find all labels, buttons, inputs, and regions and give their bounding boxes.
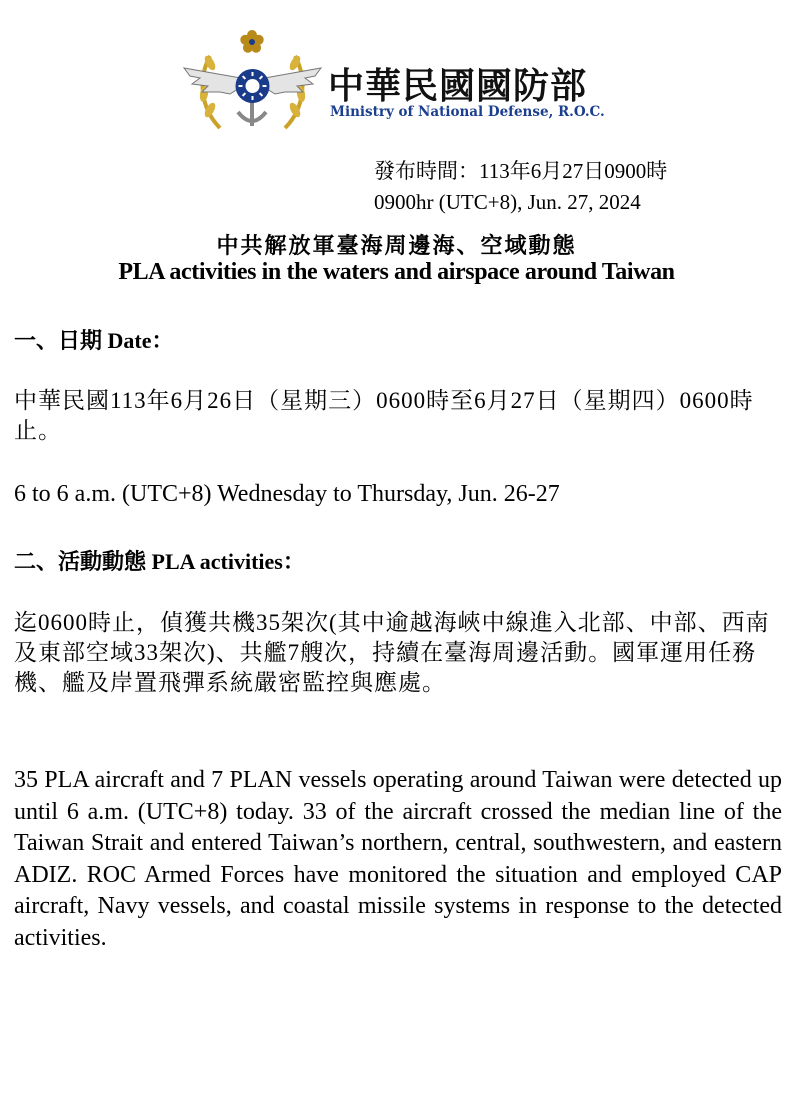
release-time-en: 0900hr (UTC+8), Jun. 27, 2024 (374, 190, 641, 214)
org-name-zh: 中華民國國防部 (328, 66, 588, 107)
activities-paragraph-en: 35 PLA aircraft and 7 PLAN vessels operating around Taiwan were detected up until 6 a.m. (UTC+8) today. 33 of the aircraft crossed the median line of the Taiwan Strait and entered Taiwan’s northern, central, southwestern, and eastern ADIZ. ROC Armed Forces have monitored the situation and employed CAP aircraft, Navy vessels, and coastal missile systems in response to the detected activities. (14, 767, 782, 951)
date-paragraph-zh: 中華民國113年6月26日（星期三）0600時至6月27日（星期四）0600時止。 (14, 388, 754, 443)
activities-paragraph-zh: 迄0600時止，偵獲共機35架次(其中逾越海峽中線進入北部、中部、西南及東部空域33架次)、共艦7艘次，持續在臺海周邊活動。國軍運用任務機、艦及岸置飛彈系統嚴密監控與應處。 (14, 610, 770, 695)
section-heading-date: 一、日期 Date： (14, 328, 174, 353)
mnd-emblem-icon (180, 28, 325, 138)
release-time (374, 156, 667, 218)
document-title-en: PLA activities in the waters and airspace around Taiwan (118, 259, 675, 285)
date-paragraph-en: 6 to 6 a.m. (UTC+8) Wednesday to Thursday, Jun. 26-27 (14, 481, 560, 507)
section-heading-activities: 二、活動動態 PLA activities： (14, 549, 305, 574)
letterhead (180, 28, 640, 148)
document-title-zh: 中共解放軍臺海周邊海、空域動態 (216, 233, 577, 259)
release-time-zh: 發布時間：113年6月27日0900時 (374, 159, 668, 183)
org-name-en: Ministry of National Defense, R.O.C. (330, 104, 605, 120)
